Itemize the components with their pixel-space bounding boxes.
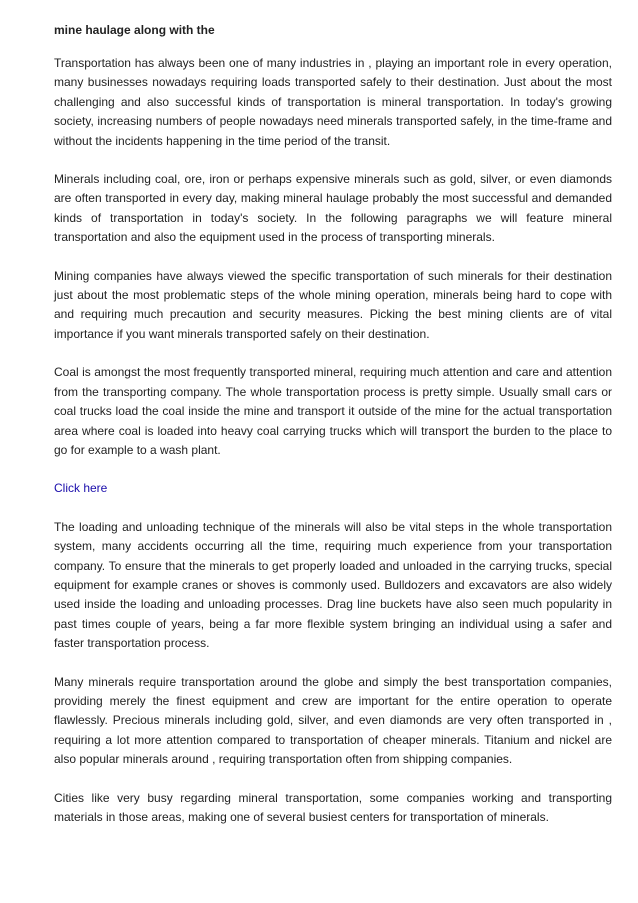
click-here-link[interactable]: Click here xyxy=(54,481,108,496)
paragraph-minerals: Minerals including coal, ore, iron or perhaps expensive minerals such as gold, silver, or even diamonds are often transported in every day, making mineral haulage probably the most successful and demanded kinds of transportation in today's society. In the following paragraphs we will feature mineral transportation and also the equipment used in the process of transporting minerals. xyxy=(54,172,612,245)
paragraph-global-transportation: Many minerals require transportation around the globe and simply the best transportation companies, providing merely the finest equipment and crew are important for the entire operation to operate flawlessly. Precious minerals including gold, silver, and even diamonds are very often transported in , requiring a lot more attention compared to transportation of cheaper minerals. Titanium and nickel are also popular minerals around , requiring transportation often from shipping companies. xyxy=(54,674,612,767)
paragraph-cities: Cities like very busy regarding mineral transportation, some companies working and transporting materials in those areas, making one of several busiest centers for transportation of minerals. xyxy=(54,790,612,824)
paragraph-coal: Coal is amongst the most frequently transported mineral, requiring much attention and care and attention from the transporting company. The whole transportation process is pretty simple. Usually small cars or coal trucks load the coal inside the mine and transport it outside of the mine for the actual transportation area where coal is loaded into heavy coal carrying trucks which will transport the burden to the place to go for example to a wash plant. xyxy=(54,365,612,457)
document-page xyxy=(54,20,612,846)
paragraph-loading-unloading: The loading and unloading technique of the minerals will also be vital steps in the whole transportation system, many accidents occurring all the time, requiring much experience from your transportation company. To ensure that the minerals to get properly loaded and unloaded in the carrying trucks, special equipment for example cranes or shoves is commonly used. Bulldozers and excavators are also widely used inside the loading and unloading processes. Drag line buckets have also seen much popularity in past times couple of years, being a far more flexible system bringing an individual using a safer and faster transportation process. xyxy=(54,519,612,651)
document-title: mine haulage along with the xyxy=(54,23,215,37)
paragraph-transportation: Transportation has always been one of many industries in , playing an important role in every operation, many businesses nowadays requiring loads transported safely to their destination. Just about the most challenging and also successful kinds of transportation is mineral transportation. In today's growing society, increasing numbers of people nowadays need minerals transported safely, in the time-frame and without the incidents happening in the time period of the transit. xyxy=(54,56,612,148)
paragraph-mining-companies: Mining companies have always viewed the specific transportation of such minerals for their destination just about the most problematic steps of the whole mining operation, minerals being hard to cope with and requiring much precaution and security measures. Picking the best mining clients are of vital importance if you want minerals transported safely on their destination. xyxy=(54,268,612,341)
